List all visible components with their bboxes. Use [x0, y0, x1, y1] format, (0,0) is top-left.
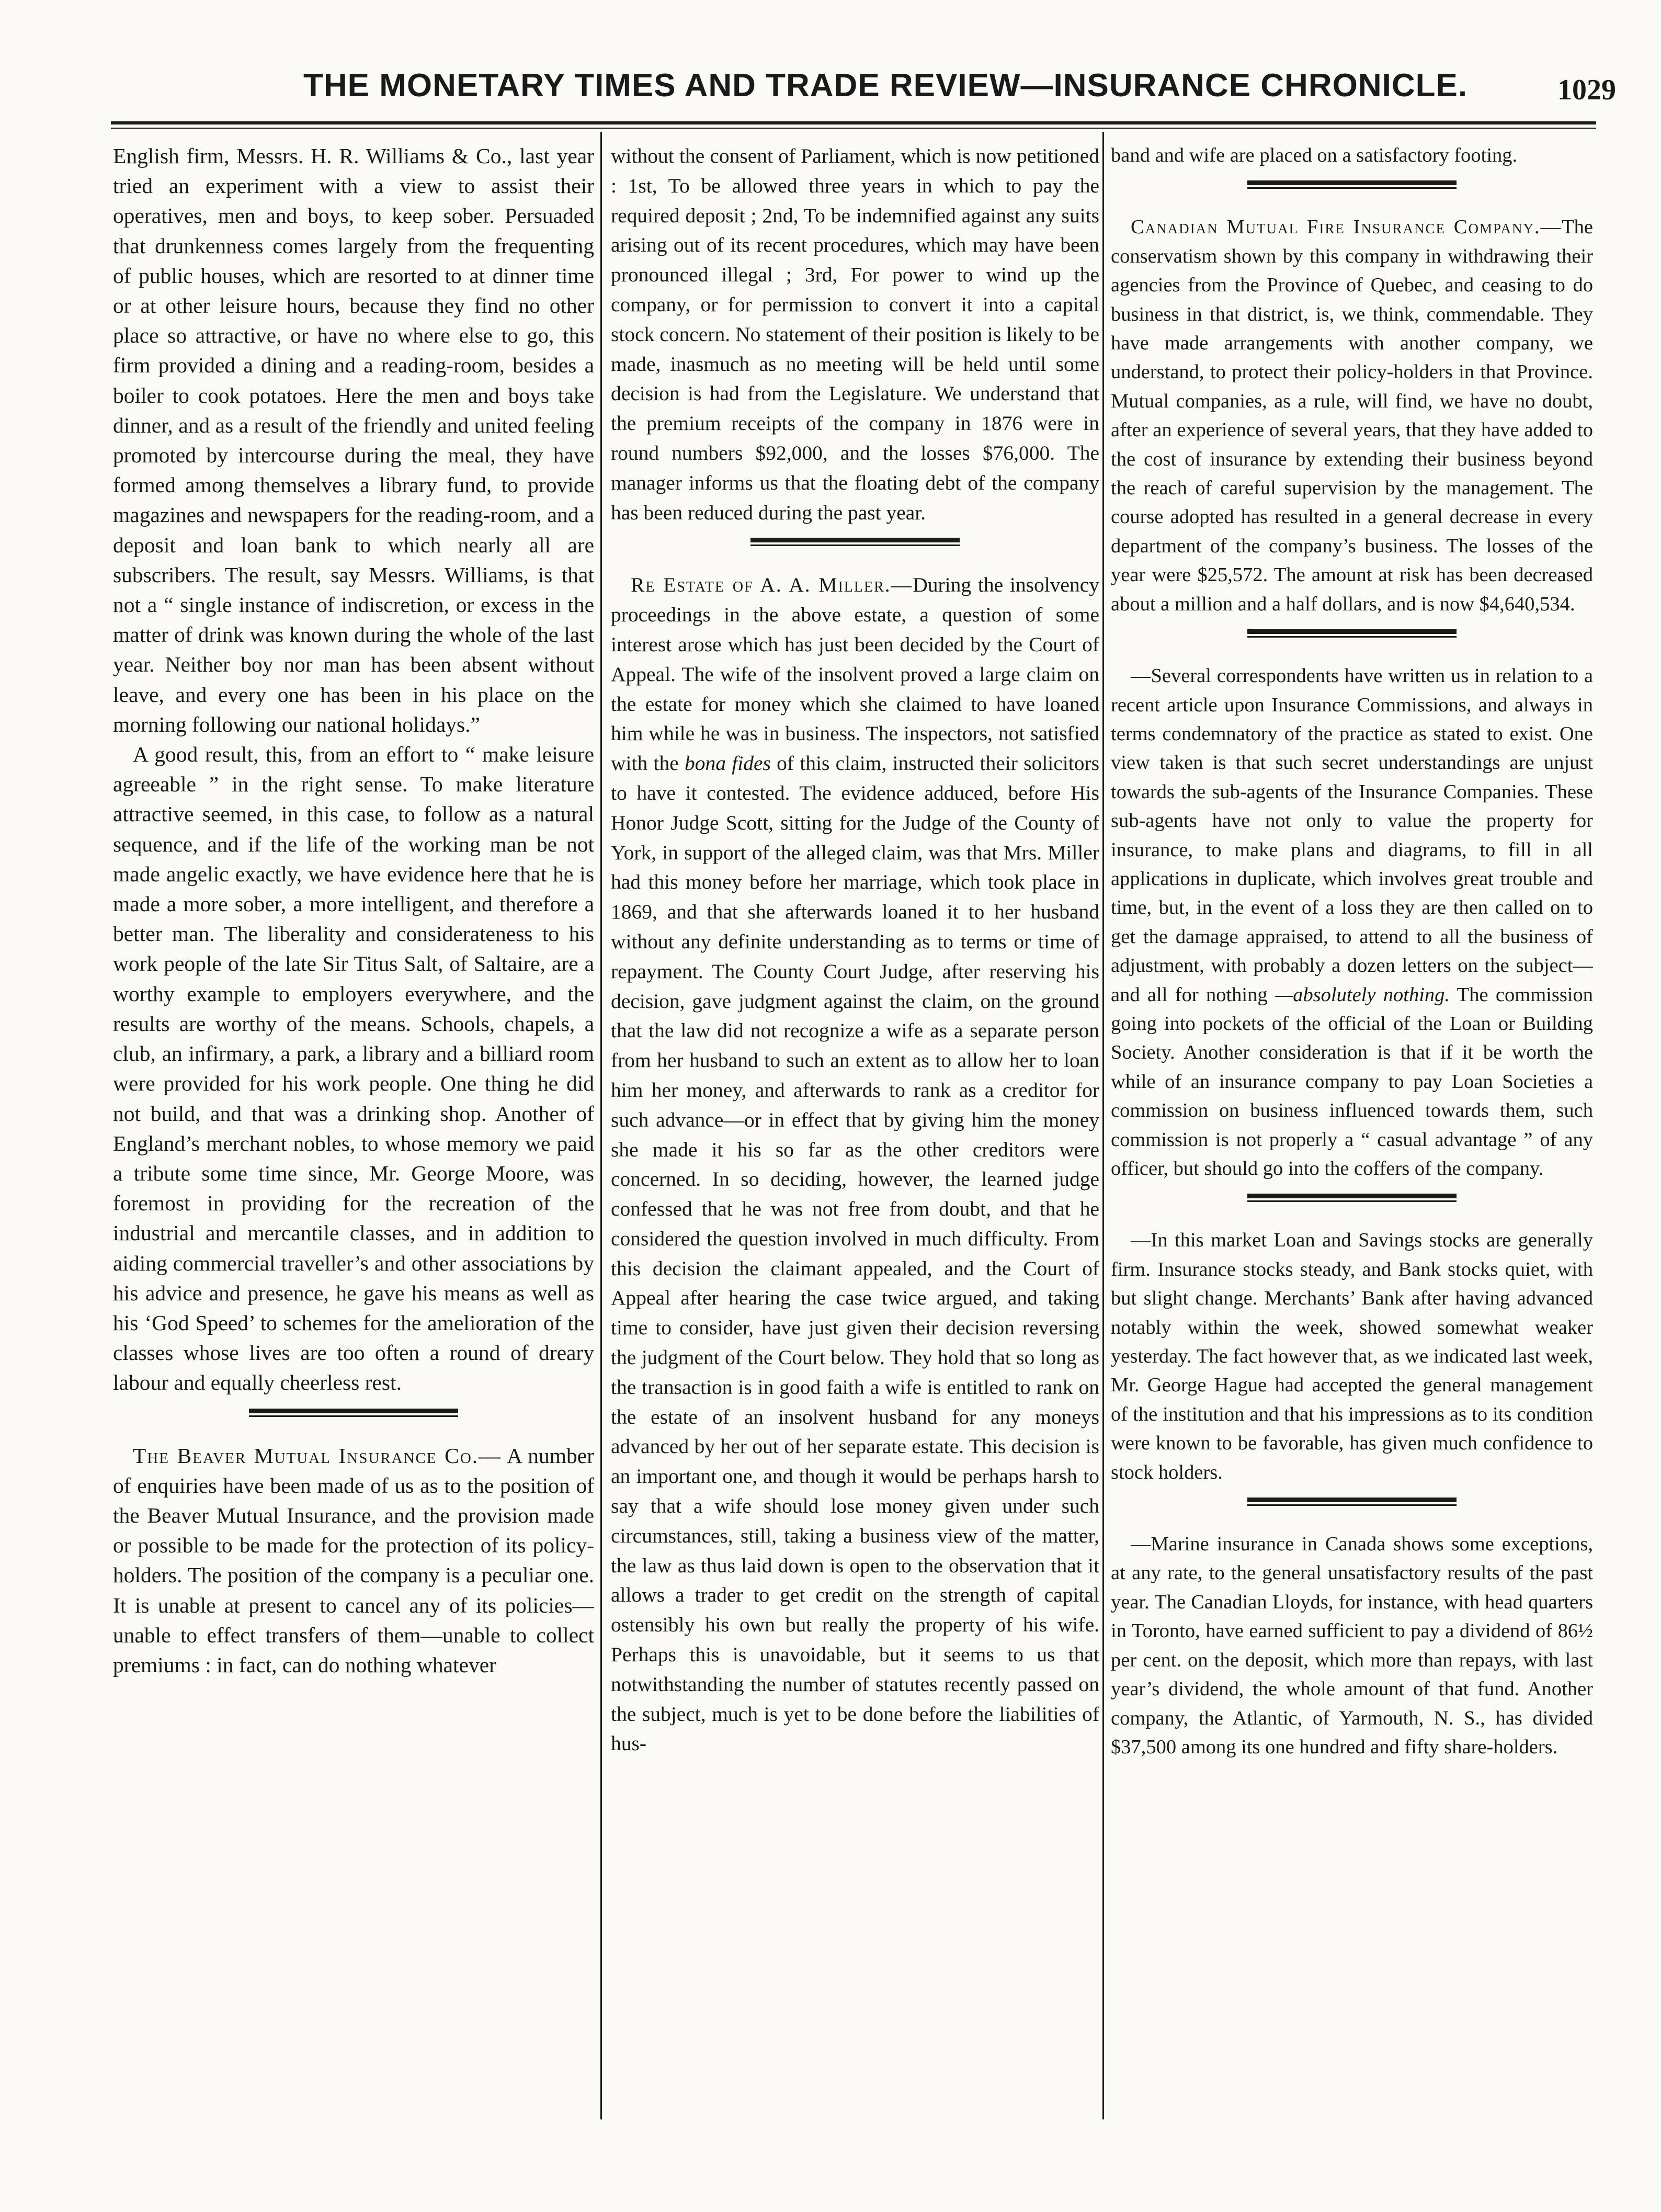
section-separator: [1247, 629, 1457, 639]
article-williams-text: English firm, Messrs. H. R. Williams & Co., last year tried an experiment with a view to assist their operatives, men and boys, to keep sober. Persuaded that drunkenness comes largely from the frequenting of public houses, which are resorted to at dinner time or at other leisure hours, because they find no other place so attractive, or have no where else to go, this firm provided a dining and a reading-room, besides a boiler to cook potatoes. Here the men and boys take dinner, and as a result of the friendly and united feeling promoted by intercourse during the meal, they have formed among themselves a library fund, to provide magazines and newspapers for the reading-room, and a deposit and loan bank to which nearly all are subscribers. The result, say Messrs. Williams, is that not a “ single instance of indiscretion, or excess in the matter of drink was known during the whole of the last year. Neither boy nor man has been absent without leave, and every one has been in his place on the morning following our national holidays.”: [113, 144, 594, 736]
article-heading: Re Estate of A. A. Miller.—: [631, 573, 913, 597]
article-body: The commission going into pockets of the official of the Loan or Building Society. Another consideration is that if it be worth the while of an insurance company to pay Loan Societies a commission on business influenced towards them, such commission is not properly a “ casual advantage ” of any officer, but should go into the coffers of the company.: [1111, 983, 1593, 1179]
section-separator: [1247, 180, 1457, 190]
article-beaver-mutual: [113, 1441, 594, 1681]
article-stock-market: —In this market Loan and Savings stocks are generally firm. Insurance stocks steady, and Bank stocks quiet, with but slight change. Merchants’ Bank after having advanced notably within the week, showed somewhat weaker yesterday. The fact however that, as we indicated last week, Mr. George Hague had accepted the general management of the institution and that his impressions as to its condition were known to be favorable, has given much confidence to stock holders.: [1111, 1229, 1593, 1483]
column-2: [611, 141, 1099, 1759]
article-body: —Several correspondents have written us in relation to a recent article upon Insurance Commissions, and always in terms condemnatory of the practice as stated to exist. One view taken is that such secret understandings are unjust towards the sub-agents of the Insurance Companies. These sub-agents have not only to value the property for insurance, to make plans and diagrams, to fill in all applications in duplicate, which involves great trouble and time, but, in the event of a loss they are then called on to get the damage appraised, to attend to all the business of adjustment, with probably a dozen letters on the subject—and all for nothing: [1111, 665, 1593, 1006]
page-number: 1029: [1557, 74, 1616, 106]
header-rule-thick: [111, 121, 1596, 124]
article-heading: The Beaver Mutual Insurance Co.—: [133, 1443, 502, 1468]
article-body: The conservatism shown by this company in withdrawing their agencies from the Province of Quebec, and ceasing to do business in that district, is, we think, commendable. They have made arrangements with another company, we understand, to protect their policy-holders in that Province. Mutual companies, as a rule, will find, we have no doubt, after an experience of several years, that they have added to the cost of insurance by extending their business beyond the reach of careful supervision by the management. The course adopted has resulted in a general decrease in every department of the company’s business. The losses of the year were $25,572. The amount at risk has been decreased about a million and a half dollars, and is now $4,640,534.: [1111, 216, 1593, 615]
article-miller-estate: [611, 570, 1099, 1759]
article-beaver-continued: without the consent of Parliament, which is now petitioned : 1st, To be allowed three years in which to pay the required deposit ; 2nd, To be indemnified against any suits arising out of its recent procedures, which may have been pronounced illegal ; 3rd, For power to wind up the company, or for permission to convert it into a capital stock concern. No statement of their position is likely to be made, inasmuch as no meeting will be held until some decision is had from the Legislature. We understand that the premium receipts of the company in 1876 were in round numbers $92,000, and the losses $76,000. The manager informs us that the floating debt of the company has been reduced during the past year.: [611, 144, 1099, 524]
article-body: A number of enquiries have been made of us as to the position of the Beaver Mutual Insurance, and the provision made or possible to be made for the protection of its policy-holders. The position of the company is a peculiar one. It is unable at present to cancel any of its policies—unable to effect transfers of them—unable to collect premiums : in fact, can do nothing whatever: [113, 1443, 594, 1677]
article-italic-phrase: —absolutely nothing.: [1275, 983, 1450, 1006]
page-header: [115, 67, 1616, 109]
section-separator: [1247, 1498, 1457, 1507]
column-divider-1: [600, 132, 602, 2119]
article-body: of this claim, instructed their solicitors to have it contested. The evidence adduced, before His Honor Judge Scott, sitting for the Judge of the County of York, in support of the alleged claim, was that Mrs. Miller had this money before her marriage, which took place in 1869, and that she afterwards loaned it to her husband without any definite understanding as to terms or time of repayment. The County Court Judge, after reserving his decision, gave judgment against the claim, on the ground that the law did not recognize a wife as a separate person from her husband to such an extent as to allow her to loan him her money, and afterwards to rank as a creditor for such advance—or in effect that by giving him the money she made it his so far as the other creditors were concerned. In so deciding, however, the learned judge confessed that he was not free from doubt, and that he considered the question involved in much difficulty. From this decision the claimant appealed, and the Court of Appeal after hearing the case twice argued, and taking time to consider, have just given their decision reversing the judgment of the Court below. They hold that so long as the transaction is in good faith a wife is entitled to rank on the estate of an insolvent husband for any moneys advanced by her out of her separate estate. This decision is an important one, and though it would be perhaps harsh to say that a wife should lose money given under such circumstances, still, taking a business view of the matter, the law as thus laid down is open to the observation that it allows a trader to get credit on the strength of capital ostensibly his own but really the property of his wife. Perhaps this is unavoidable, but it seems to us that notwithstanding the number of statutes recently passed on the subject, much is yet to be done before the liabilities of hus-: [611, 752, 1099, 1755]
article-body: During the insolvency proceedings in the above estate, a question of some interest arose which has just been decided by the Court of Appeal. The wife of the insolvent proved a large claim on the estate for money which she claimed to have loaned him while he was in business. The inspectors, not satisfied with the: [611, 573, 1099, 775]
column-3: [1111, 141, 1593, 1762]
section-separator: [249, 1409, 458, 1418]
article-insurance-commissions: [1111, 662, 1593, 1183]
article-leisure-text: A good result, this, from an effort to “ make leisure agreeable ” in the right sense. To make literature attractive seemed, in this case, to follow as a natural sequence, and if the life of the working man be not made angelic exactly, we have evidence here that he is made a more sober, a more intelligent, and therefore a better man. The liberality and considerateness to his work people of the late Sir Titus Salt, of Saltaire, are a worthy example to employers everywhere, and the results are worthy of the means. Schools, chapels, a club, an infirmary, a park, a library and a billiard room were provided for his work people. One thing he did not build, and that was a drinking shop. Another of England’s merchant nobles, to whose memory we paid a tribute some time since, Mr. George Moore, was foremost in providing for the recreation of the industrial and mercantile classes, and in addition to aiding commercial traveller’s and other associations by his advice and presence, he gave his means as well as his ‘God Speed’ to schemes for the amelioration of the classes whose lives are too often a round of dreary labour and equally cheerless rest.: [113, 742, 594, 1395]
column-1: [113, 141, 594, 1680]
article-italic-phrase: bona fides: [685, 752, 771, 775]
running-title: THE MONETARY TIMES AND TRADE REVIEW—INSURANCE CHRONICLE.: [303, 67, 1468, 104]
article-canadian-mutual: [1111, 213, 1593, 619]
column-divider-2: [1102, 132, 1104, 2119]
article-heading: Canadian Mutual Fire Insurance Company.—: [1131, 216, 1562, 239]
section-separator: [750, 538, 960, 547]
header-rule-thin: [111, 128, 1596, 129]
article-miller-continued: band and wife are placed on a satisfactory footing.: [1111, 144, 1518, 166]
section-separator: [1247, 1194, 1457, 1203]
article-marine-insurance: —Marine insurance in Canada shows some exceptions, at any rate, to the general unsatisfactory results of the past year. The Canadian Lloyds, for instance, with head quarters in Toronto, have earned sufficient to pay a dividend of 86½ per cent. on the deposit, which more than repays, with last year’s dividend, the whole amount of that fund. Another company, the Atlantic, of Yarmouth, N. S., has divided $37,500 among its one hundred and fifty share-holders.: [1111, 1533, 1593, 1758]
